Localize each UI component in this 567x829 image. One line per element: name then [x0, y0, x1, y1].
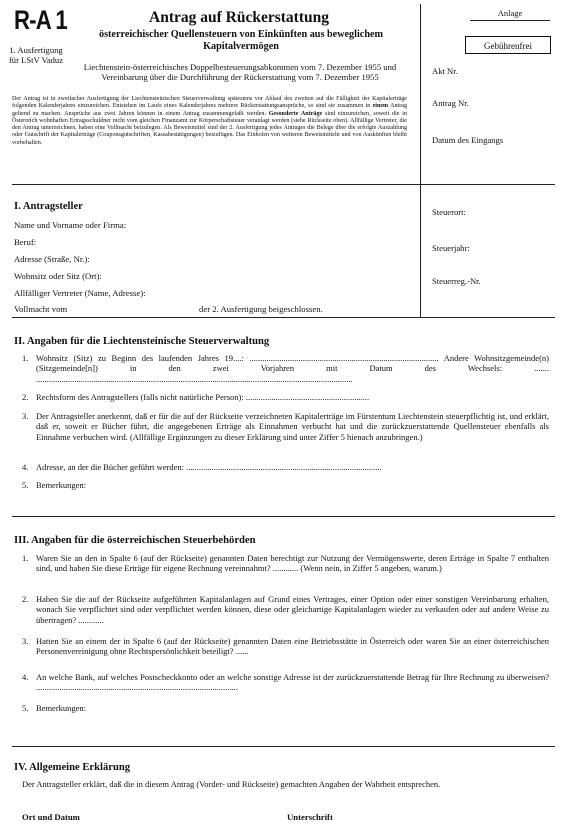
steuerreg-label: Steuerreg.-Nr.	[432, 276, 481, 286]
vertreter-field-label: Allfälliger Vertreter (Name, Adresse):	[14, 288, 146, 298]
antrag-nr-label: Antrag Nr.	[432, 98, 469, 108]
section2-item: 4. Adresse, an der die Bücher geführt werden: ............................................................................................	[22, 462, 382, 472]
beruf-field-label: Beruf:	[14, 237, 37, 247]
agreement-reference: Liechtenstein-österreichisches Doppelbesteuerungsabkommen vom 7. Dezember 1955 und Vereinbarung über die Durchführung der Rückerstattung vom 7. Dezember 1955	[83, 62, 397, 82]
instructions-notice: Der Antrag ist in zweifacher Ausfertigung der Liechtensteinischen Steuerverwaltung spätestens vor Ablauf des zweiten auf die Fälligkeit der Kapitalerträge folgenden Kalenderjahres einzureichen. Entstehen im Laufe eines Kalenderjahres mehrere Rückerstattungsansprüche, so sind sie zusammen in einem Antrag geltend zu machen. Ansprüche aus zwei Jahren können in einem Antrag zusammengefaßt werden. Gesonderte Anträge sind einzureichen, soweit die in Österreich wohnhaften Ertragsschuldner nicht vom gleichen Finanzamt zur Körperschaftsteuer veranlagt werden (siehe Rückseite oben). Allfällige Vertreter, die den Antrag unterzeichnen, haben eine Vollmacht beizulegen. Als Beweismittel sind der 2. Ausfertigung jedes Antrages die Belege über die erfolgte Auszahlung oder Gutschrift der Kapitalerträge (Couponsgutschriften, Kassabestätigungen) beizufügen. Das Einholen von weiteren Beweismitteln und von Auskünften bleibt vorbehalten.	[12, 96, 407, 146]
header-column-divider	[420, 4, 421, 318]
section3-bottom-rule	[12, 746, 555, 747]
ort-datum-label: Ort und Datum	[22, 812, 80, 822]
adresse-field-label: Adresse (Straße, Nr.):	[14, 254, 90, 264]
vollmacht-text: der 2. Ausfertigung beigeschlossen.	[199, 304, 323, 314]
section3-title: III. Angaben für die österreichischen Steuerbehörden	[14, 535, 256, 546]
section3-item: 2. Haben Sie die auf der Rückseite aufgeführten Kapitalanlagen auf Grund eines Vertrages, einer Option oder einer sonstigen Vereinbarung erhalten, wonach Sie verpflichtet sind oder verpflichtet werden können, diese oder gleichartige Kapitalanlagen wieder zu verkaufen oder auf andere Weise zu übertragen? ............	[22, 594, 549, 625]
section3-item: 1. Waren Sie an den in Spalte 6 (auf der Rückseite) genannten Daten berechtigt zur Nutzung der Vermögenswerte, deren Erträge in Spalte 7 enthalten sind, und haben Sie diese Erträge für eigene Rechnung vereinnahmt? ............ (Wenn nein, in Ziffer 5 angeben, warum.)	[22, 553, 549, 574]
vollmacht-label: Vollmacht vom	[14, 304, 68, 314]
copy-note: 1. Ausfertigung für LStV Vaduz	[8, 45, 64, 65]
eingangsdatum-label: Datum des Eingangs	[432, 135, 504, 145]
steuerort-label: Steuerort:	[432, 207, 466, 217]
name-field-label: Name und Vorname oder Firma:	[14, 220, 127, 230]
section2-item: 2. Rechtsform des Antragstellers (falls nicht natürliche Person): ..........................................................	[22, 392, 370, 402]
header-bottom-rule	[12, 184, 422, 185]
section2-item: 1. Wohnsitz (Sitz) zu Beginn des laufenden Jahres 19....: ......................................................................................... Andere Wohnsitzgemeinde(n) (Sitzgemeinde[n]) in den zwei Vorjahren mit Datum des Wechsels: ....... .....................................................................................................................................................	[22, 353, 549, 384]
form-title: Antrag auf Rückerstattung	[149, 9, 329, 26]
wohnsitz-field-label: Wohnsitz oder Sitz (Ort):	[14, 271, 102, 281]
fee-exempt-stamp: Gebührenfrei	[465, 36, 551, 54]
steuerjahr-label: Steuerjahr:	[432, 243, 470, 253]
declaration-text: Der Antragsteller erklärt, daß die in diesem Antrag (Vorder- und Rückseite) gemachten Angaben der Wahrheit entsprechen.	[22, 779, 441, 789]
section3-item: 4. An welche Bank, auf welches Postscheckkonto oder an welche sonstige Adresse ist der zurückzuerstattende Betrag für Ihre Rechnung zu überweisen? ...............................................................................................	[22, 672, 549, 693]
section3-item: 3. Hatten Sie an einem der in Spalte 6 (auf der Rückseite) genannten Daten eine Betriebsstätte in Österreich oder waren Sie an einer österreichischen Personenvereinigung ohne Rechtspersönlichkeit beteiligt? ......	[22, 636, 549, 657]
office-column-rule	[420, 184, 555, 185]
section4-title: IV. Allgemeine Erklärung	[14, 762, 131, 773]
anlage-label: Anlage	[497, 8, 523, 18]
section2-item: 5. Bemerkungen:	[22, 480, 87, 490]
section2-title: II. Angaben für die Liechtensteinische Steuerverwaltung	[14, 336, 270, 347]
section1-title: I. Antragsteller	[14, 201, 83, 212]
section1-bottom-rule	[12, 317, 555, 318]
section2-bottom-rule	[12, 516, 555, 517]
form-code: R-A 1	[14, 5, 67, 35]
unterschrift-label: Unterschrift	[287, 812, 333, 822]
anlage-line	[470, 20, 550, 21]
section3-item: 5. Bemerkungen:	[22, 703, 87, 713]
section2-item: 3. Der Antragsteller anerkennt, daß er für die auf der Rückseite verzeichneten Kapitalerträge im Fürstentum Liechtenstein steuerpflichtig ist, und erklärt, daß er, soweit er Bücher führt, die angegebenen Erträge als Einnahmen verbucht hat und die zurückzuerstattende Quellensteuer ebenfalls als Einnahme verbuchen wird. (Allfällige Ergänzungen zu dieser Erklärung sind unter Ziffer 5 hienach anzubringen.)	[22, 411, 549, 442]
akt-nr-label: Akt Nr.	[432, 66, 458, 76]
form-subtitle: österreichischer Quellensteuern von Einkünften aus beweglichem Kapitalvermögen	[98, 29, 384, 52]
